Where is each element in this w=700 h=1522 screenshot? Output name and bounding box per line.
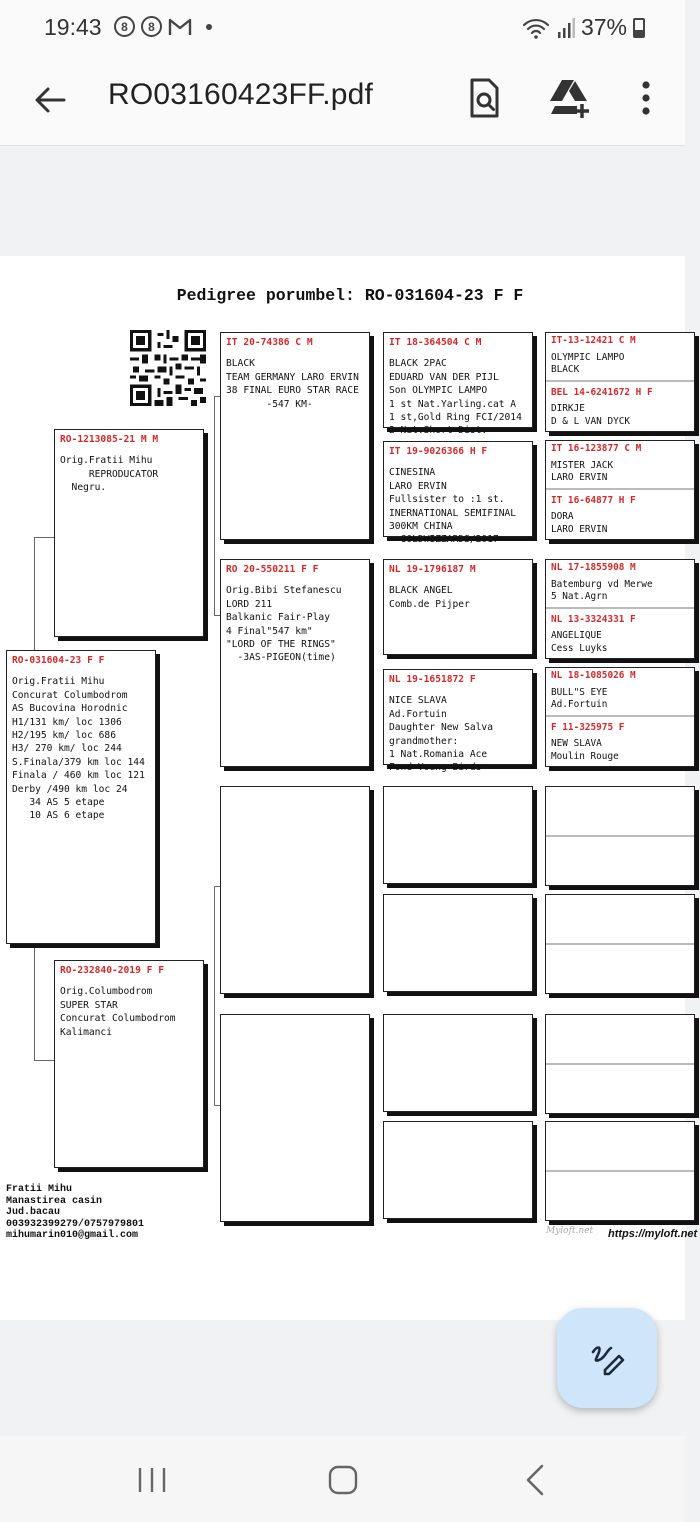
divider [546,607,694,609]
card-line: NICE SLAVA [389,695,447,707]
gen5-card [545,440,695,540]
contact-line: Jud.bacau [6,1207,61,1218]
card-line: Son OLYMPIC LAMPO [389,385,488,397]
gen4-ring: NL 19-1796187 M [389,564,476,575]
signature: Myloft.net [546,1226,594,1236]
card-line: 38 FINAL EURO STAR RACE [226,385,359,397]
status-time: 19:43 [44,14,102,40]
card-line: 1 st,Gold Ring FCI/2014 [389,412,522,424]
card-line: Finala / 460 km loc 121 [12,770,145,782]
gen5-card-empty [545,894,695,994]
pedigree-title: Pedigree porumbel: RO-031604-23 F F [176,286,524,305]
gen3-card-empty [220,786,370,994]
connector-line [34,943,54,1061]
notification-8-icon: 8 [141,16,162,37]
card-line: Negru. [60,482,107,494]
notification-icons [114,16,212,37]
pen-scribble-icon [587,1338,627,1378]
back-arrow-icon[interactable] [30,80,70,120]
card-line: LORD 211 [226,598,273,610]
more-options-icon[interactable] [624,76,668,120]
gen5-ring: BEL 14-6241672 H F [551,386,653,398]
card-line: AS Bucovina Horodnic [12,703,128,715]
card-line: BLACK ANGEL [389,585,453,597]
card-line: TEAM GERMANY LARO ERVIN [226,371,359,383]
gen4-card-empty [383,1014,533,1112]
battery-icon [633,18,645,38]
card-line: MISTER JACK [551,459,614,471]
card-line: 300KM CHINA [389,521,453,533]
card-line: Concurat Columbodrom [60,1013,176,1025]
gen4-ring: IT 19-9026366 H F [389,446,488,457]
gen4-card [383,669,533,774]
card-line: 5 Nat.Agrn [551,591,608,603]
gen4-ring: IT 18-364504 C M [389,337,482,348]
gen5-ring: NL 17-1855908 M [551,562,636,573]
gen3-card [220,332,370,540]
card-line: 1 st Nat.Yarling.cat A [389,398,517,410]
gen5-card-empty [545,1121,695,1221]
card-line: H3/ 270 km/ loc 244 [12,743,122,755]
gen5-card [545,559,695,659]
card-line: Ad.Fortuin [389,708,447,720]
card-line: Cess Luyks [551,642,608,654]
gen4-card [383,559,533,655]
divider [546,1170,694,1172]
card-line: 1 Nat.Romania Ace [389,749,488,761]
battery-percent: 37% [580,14,627,40]
card-line: Fullsister to :1 st. [389,494,505,506]
divider [546,715,694,717]
card-line: "LORD OF THE RINGS" [226,639,336,651]
status-right [521,14,645,41]
card-line: LARO ERVIN [551,523,608,535]
card-line: DORA [551,511,574,523]
pdf-page[interactable] [0,256,698,1320]
card-line: Orig.Fratii Mihu [12,676,105,688]
contact-line: 003932399279/0757979801 [6,1218,145,1230]
card-line: Comb.de Pijper [389,598,470,610]
card-line: EDUARD VAN DER PIJL [389,371,499,383]
qr-code-icon [130,330,206,406]
card-line: S.Finala/379 km loc 144 [12,756,145,768]
breeder-contact [6,1184,144,1242]
card-line: -547 KM- [226,398,313,410]
status-bar [0,0,685,58]
card-line: 4 Final"547 km" [226,625,313,637]
card-line: 2 Nat.Short Dist. [389,425,488,437]
card-line: GOLDWIZZARDS/2017 [389,534,499,546]
card-line: Balkanic Fair-Play [226,612,330,624]
card-line: BLACK [551,364,580,376]
card-line: BLACK 2PAC [389,358,447,370]
wifi-icon [521,16,551,40]
card-line: 10 AS 6 etape [12,810,105,822]
divider [546,835,694,837]
card-line: BULL"S EYE [551,686,608,698]
card-line: Kalimanci [60,1026,112,1038]
contact-line: mihumarin010@gmail.com [6,1230,139,1241]
divider [546,1063,694,1065]
gen3-card [220,559,370,767]
gen5-card [545,332,695,432]
card-line: 34 AS 5 etape [12,797,105,809]
gen4-card-empty [383,894,533,992]
card-line: NEW SLAVA [551,738,602,750]
card-line: CINESINA [389,467,436,479]
gen5-card-empty [545,786,695,886]
divider [546,943,694,945]
card-line: SUPER STAR [60,999,118,1011]
gen5-card-empty [545,1014,695,1114]
divider [546,488,694,490]
gen5-ring: F 11-325975 F [551,721,625,733]
gen4-card-empty [383,1121,533,1219]
file-name: RO03160423FF.pdf [108,78,374,111]
annotate-button[interactable] [557,1308,657,1408]
notification-8-icon: 8 [114,16,135,37]
card-line: INERNATIONAL SEMIFINAL [389,507,517,519]
card-line: Orig.Columbodrom [60,986,153,998]
card-line: -3AS-PIGEON(time) [226,652,336,664]
find-in-document-icon[interactable] [462,76,506,120]
gen4-card [383,441,533,546]
gen3-ring: IT 20-74386 C M [226,337,313,348]
gen4-card-empty [383,786,533,884]
gmail-icon [168,17,192,37]
card-line: Derby /490 km loc 24 [12,783,128,795]
home-icon[interactable] [323,1460,363,1500]
card-line: Moulin Rouge [551,750,619,762]
gen5-card [545,667,695,767]
subject-ring: RO-031604-23 F F [12,655,105,666]
dam-card [54,960,204,1168]
sire-card [54,429,204,637]
gen5-ring: NL 18-1085026 M [551,670,636,681]
signal-icon [557,17,575,39]
card-line: LARO ERVIN [389,480,447,492]
card-line: Orig.Fratii Mihu [60,455,153,467]
card-line: DIRKJE [551,403,585,415]
app-bar [0,58,685,146]
card-line: LARO ERVIN [551,472,608,484]
gen3-card-empty [220,1014,370,1222]
more-notifications-dot-icon [206,24,212,30]
connector-line [34,537,54,652]
card-line: BLACK [226,358,255,370]
card-line: Daughter New Salva [389,722,493,734]
gen4-card [383,332,533,437]
card-line: REPRODUCATOR [60,468,159,480]
card-line: Ad.Fortuin [551,699,608,711]
subject-card [6,650,156,944]
card-line: H1/131 km/ loc 1306 [12,716,122,728]
card-line: Fond Young Birds [389,762,482,774]
card-line: D & L VAN DYCK [551,415,631,427]
sire-ring: RO-1213085-21 M M [60,434,159,445]
card-line: grandmother: [389,735,459,747]
gen5-ring: NL 13-3324331 F [551,613,636,625]
website-url: https://myloft.net [608,1228,698,1240]
gen5-ring: IT 16-123877 C M [551,443,642,454]
dam-ring: RO-232840-2019 F F [60,965,164,976]
recent-apps-icon[interactable] [132,1460,172,1500]
card-line: Concurat Columbodrom [12,689,128,701]
card-line: OLYMPIC LAMPO [551,351,625,363]
card-line: ANGELIQUE [551,630,602,642]
gen3-ring: RO 20-550211 F F [226,564,319,575]
gen4-ring: NL 19-1651872 F [389,674,476,685]
divider [546,380,694,382]
back-nav-icon[interactable] [516,1460,556,1500]
card-line: H2/195 km/ loc 686 [12,730,116,742]
gen5-ring: IT 16-64877 H F [551,494,636,506]
contact-line: Manastirea casin [6,1195,103,1207]
navigation-bar [0,1436,685,1522]
card-line: Batemburg vd Merwe [551,578,653,590]
save-to-drive-icon[interactable] [548,76,592,120]
gen5-ring: IT-13-12421 C M [551,335,636,346]
card-line: Orig.Bibi Stefanescu [226,585,342,597]
contact-line: Fratii Mihu [6,1184,73,1195]
